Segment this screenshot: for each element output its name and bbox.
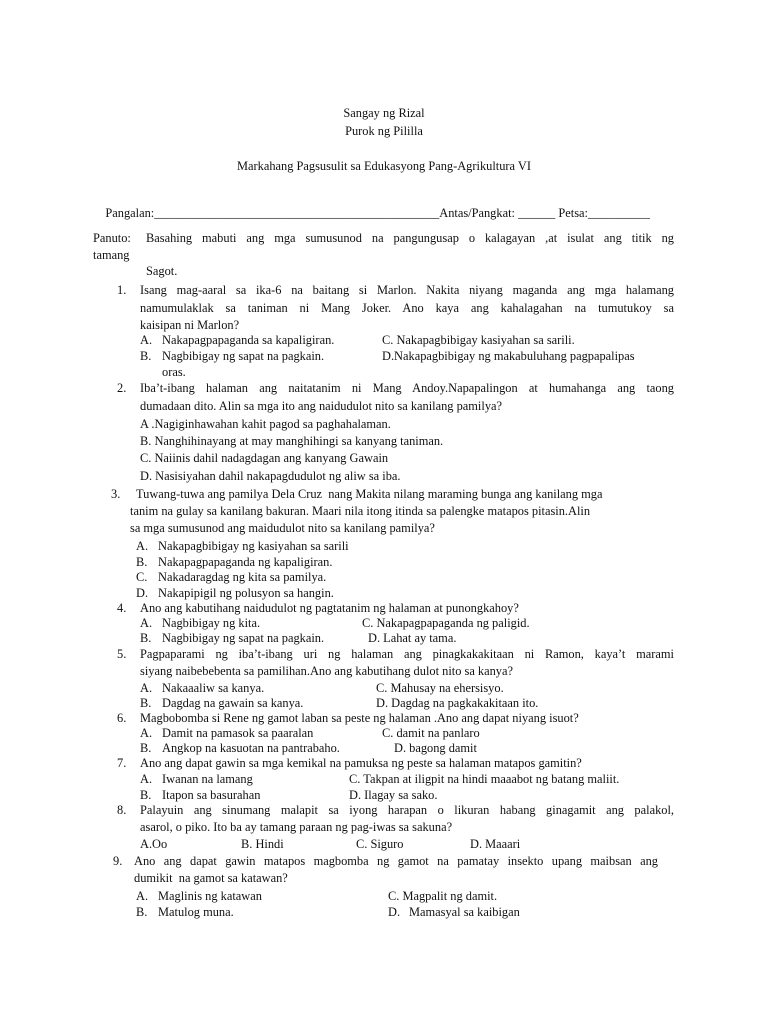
division-heading: Sangay ng Rizal: [343, 106, 425, 120]
choice-letter: A.: [140, 726, 153, 740]
question-text: Ano ang dapat gawin sa mga kemikal na pamuksa ng peste sa halaman matapos gamitin?: [140, 756, 582, 770]
question-text: Ano ang kabutihang naidudulot ng pagtatanim ng halaman at punongkahoy?: [140, 601, 519, 615]
choice-text: D. Nasisiyahan dahil nakapagdudulot ng aliw sa iba.: [140, 469, 401, 483]
question-text: asarol, o piko. Ito ba ay tamang paraan ng pag-iwas sa sakuna?: [140, 820, 453, 834]
choice-text: C. Nakapagpapaganda ng paligid.: [362, 616, 530, 630]
choice-letter: B.: [140, 788, 152, 802]
question-number: 4.: [117, 601, 127, 615]
directions-text-cont: tamang: [93, 248, 130, 262]
choice-text: D. Dagdag na pagkakakitaan ito.: [376, 696, 539, 710]
exam-title: Markahang Pagsusulit sa Edukasyong Pang-Agrikultura VI: [236, 159, 531, 173]
choice-text: oras.: [162, 365, 186, 379]
name-label: Pangalan:: [105, 206, 155, 221]
choice-text: D. Ilagay sa sako.: [349, 788, 438, 802]
student-info-row: [93, 195, 650, 232]
choice-text: Nakapagpapaganda ng kapaligiran.: [158, 555, 333, 569]
choice-letter: B.: [140, 349, 152, 363]
choice-text: A.Oo: [140, 837, 168, 851]
choice-letter: B.: [140, 696, 152, 710]
question-number: 6.: [117, 711, 127, 725]
question-text: dumadaan dito. Alin sa mga ito ang naidudulot nito sa kanilang pamilya?: [140, 399, 503, 413]
choice-text: A .Nagiginhawahan kahit pagod sa paghahalaman.: [140, 417, 391, 431]
choice-text: Nakapipigil ng polusyon sa hangin.: [158, 586, 334, 600]
question-text: Magbobomba si Rene ng gamot laban sa peste ng halaman .Ano ang dapat niyang isuot?: [140, 711, 579, 725]
directions-text-end: Sagot.: [146, 264, 178, 278]
question-text: Pagpaparami ng iba’t-ibang uri ng halaman ang pinagkakakitaan ni Ramon, kaya’t marami: [140, 647, 674, 661]
question-number: 5.: [117, 647, 127, 661]
choice-text: Nagbibigay ng sapat na pagkain.: [162, 631, 325, 645]
choice-text: C. Mahusay na ehersisyo.: [376, 681, 504, 695]
choice-letter: A.: [136, 889, 149, 903]
directions-text: Basahing mabuti ang mga sumusunod na pangungusap o kalagayan ,at isulat ang titik ng: [146, 231, 674, 245]
question-number: 8.: [117, 803, 127, 817]
choice-text: D. Maaari: [470, 837, 521, 851]
question-number: 2.: [117, 381, 127, 395]
question-text: kaisipan ni Marlon?: [140, 318, 240, 332]
choice-letter: A.: [140, 616, 153, 630]
question-text: Palayuin ang sinumang malapit sa iyong harapan o likuran habang ginagamit ang palakol,: [140, 803, 674, 817]
choice-letter: B.: [136, 555, 148, 569]
choice-text: Nakadaragdag ng kita sa pamilya.: [158, 570, 327, 584]
choice-letter: A.: [140, 681, 153, 695]
grade-blank[interactable]: ______: [518, 206, 556, 221]
choice-text: B. Nanghihinayang at may manghihingi sa kanyang taniman.: [140, 434, 444, 448]
choice-letter: C.: [136, 570, 148, 584]
choice-letter: A.: [140, 772, 153, 786]
choice-letter: D.: [136, 586, 149, 600]
question-text: siyang naibebebenta sa pamilihan.Ano ang kabutihang dulot nito sa kanya?: [140, 664, 513, 678]
choice-text: Dagdag na gawain sa kanya.: [162, 696, 304, 710]
choice-letter: A.: [136, 539, 149, 553]
choice-letter: B.: [136, 905, 148, 919]
question-text: Tuwang-tuwa ang pamilya Dela Cruz nang Makita nilang maraming bunga ang kanilang mga: [136, 487, 603, 501]
choice-text: C. Magpalit ng damit.: [388, 889, 498, 903]
choice-text: D. bagong damit: [394, 741, 477, 755]
choice-letter: A.: [140, 333, 153, 347]
choice-letter: D.: [388, 905, 401, 919]
choice-text: Angkop na kasuotan na pantrabaho.: [162, 741, 340, 755]
choice-text: C. Takpan at iligpit na hindi maaabot ng batang maliit.: [349, 772, 620, 786]
directions-label: Panuto:: [93, 231, 131, 245]
question-text: sa mga sumusunod ang maidudulot nito sa kanilang pamilya?: [130, 521, 435, 535]
grade-label: Antas/Pangkat:: [439, 206, 515, 221]
choice-text: Damit na pamasok sa paaralan: [162, 726, 314, 740]
choice-text: C. Siguro: [356, 837, 404, 851]
choice-text: B. Hindi: [241, 837, 284, 851]
name-blank[interactable]: ______________________________________________: [154, 206, 440, 221]
choice-text: Nakapagbibigay ng kasiyahan sa sarili: [158, 539, 349, 553]
question-text: dumikit na gamot sa katawan?: [134, 871, 288, 885]
question-text: namumulaklak sa taniman ni Mang Joker. Ano kaya ang kahalagahan na tumutukoy sa: [140, 301, 674, 315]
choice-text: Nagbibigay ng sapat na pagkain.: [162, 349, 325, 363]
choice-text: D.Nakapagbibigay ng makabuluhang pagpapalipas: [382, 349, 635, 363]
choice-text: Mamasyal sa kaibigan: [409, 905, 520, 919]
choice-text: C. Naiinis dahil nadagdagan ang kanyang Gawain: [140, 451, 389, 465]
choice-text: Matulog muna.: [158, 905, 234, 919]
choice-text: Iwanan na lamang: [162, 772, 253, 786]
question-number: 7.: [117, 756, 127, 770]
question-text: Ano ang dapat gawin matapos magbomba ng gamot na pamatay insekto upang maibsan ang: [134, 854, 658, 868]
choice-text: Nagbibigay ng kita.: [162, 616, 261, 630]
choice-text: Nakapagpapaganda sa kapaligiran.: [162, 333, 335, 347]
question-text: Isang mag-aaral sa ika-6 na baitang si Marlon. Nakita niyang maganda ang mga halamang: [140, 283, 674, 297]
choice-letter: B.: [140, 631, 152, 645]
choice-text: C. Nakapagbibigay kasiyahan sa sarili.: [382, 333, 575, 347]
choice-text: C. damit na panlaro: [382, 726, 480, 740]
date-label: Petsa:: [558, 206, 588, 221]
question-number: 9.: [113, 854, 123, 868]
choice-text: Nakaaaliw sa kanya.: [162, 681, 265, 695]
choice-letter: B.: [140, 741, 152, 755]
question-number: 3.: [111, 487, 121, 501]
question-text: Iba’t-ibang halaman ang naitatanim ni Mang Andoy.Napapalingon at humahanga ang taong: [140, 381, 674, 395]
choice-text: Itapon sa basurahan: [162, 788, 261, 802]
question-text: tanim na gulay sa kanilang bakuran. Maari nila itong itinda sa palengke matapos pitasin.Alin: [130, 504, 591, 518]
choice-text: Maglinis ng katawan: [158, 889, 262, 903]
choice-text: D. Lahat ay tama.: [368, 631, 457, 645]
date-blank[interactable]: __________: [587, 206, 650, 221]
question-number: 1.: [117, 283, 127, 297]
district-heading: Purok ng Pililla: [345, 124, 423, 138]
